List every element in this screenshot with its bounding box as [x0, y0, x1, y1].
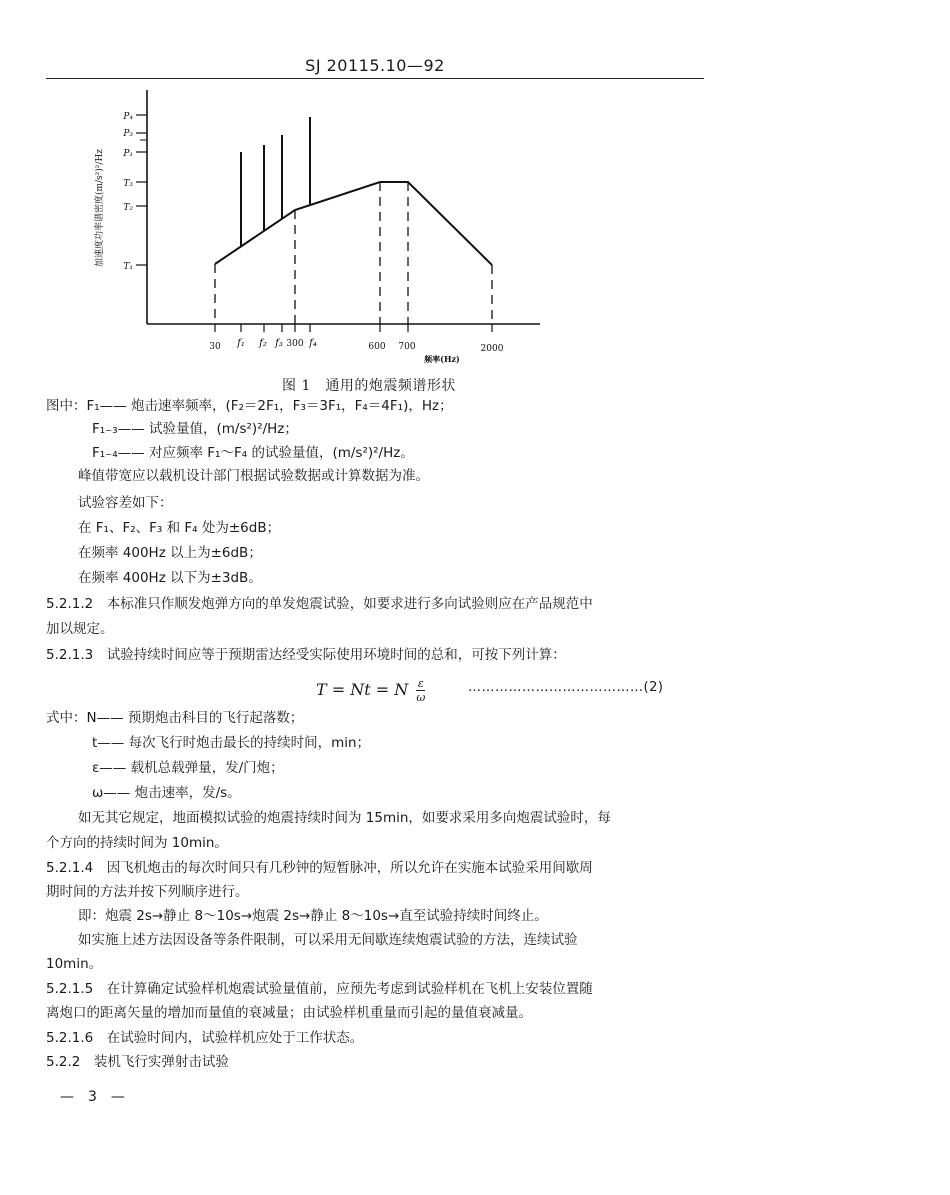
y-label-t1: T₁: [123, 262, 133, 272]
paragraph-continuous-a: 如实施上述方法因设备等条件限制，可以采用无间歇连续炮震试验的方法，连续试验: [78, 932, 578, 948]
spectrum-profile: [215, 182, 492, 265]
formula-fraction: [416, 677, 425, 704]
x-label-f1: f₁: [237, 338, 245, 349]
tolerance-2: 在频率 400Hz 以上为±6dB；: [78, 545, 262, 561]
x-label-f3: f₃: [275, 338, 283, 349]
x-ticks: [209, 324, 503, 354]
y-label-t3: T₃: [123, 179, 133, 189]
section-5-2-1-4-b: 期时间的方法并按下列顺序进行。: [46, 884, 249, 900]
x-label-30: 30: [209, 342, 221, 352]
x-label-2000: 2000: [480, 344, 504, 354]
formula-numerator: ε: [417, 677, 424, 690]
paragraph-duration-a: 如无其它规定，地面模拟试验的炮震持续时间为 15min，如要求采用多向炮震试验时，每: [78, 810, 611, 826]
section-5-2-1-5-a: 5.2.1.5 在计算确定试验样机炮震试验量值前，应预先考虑到试验样机在飞机上安装位置随: [46, 981, 593, 997]
peaks: [241, 117, 310, 246]
section-5-2-1-2-a: 5.2.1.2 本标准只作顺发炮弹方向的单发炮震试验，如要求进行多向试验则应在产品规范中: [46, 596, 593, 612]
where-line-4: ω—— 炮击速率，发/s。: [92, 785, 241, 801]
formula: [316, 677, 425, 704]
y-ticks: [122, 112, 158, 272]
x-axis-label: 频率(Hz): [424, 354, 460, 364]
section-5-2-1-6: 5.2.1.6 在试验时间内，试验样机应处于工作状态。: [46, 1030, 364, 1046]
x-label-600: 600: [368, 342, 386, 352]
paragraph-tolerance: 试验容差如下：: [78, 495, 173, 511]
x-label-700: 700: [398, 342, 416, 352]
legend-line-3: F₁₋₄—— 对应频率 F₁～F₄ 的试验量值，(m/s²)²/Hz。: [92, 445, 414, 461]
sequence-line: 即：炮震 2s→静止 8～10s→炮震 2s→静止 8～10s→直至试验持续时间终止。: [78, 908, 548, 924]
y-label-p1: P₁: [123, 149, 133, 159]
header-code: SJ 20115.10—92: [305, 56, 445, 75]
x-label-300: 300: [286, 339, 304, 349]
dashed-guides: [215, 182, 492, 324]
paragraph-continuous-b: 10min。: [46, 956, 103, 972]
y-label-p4: P₄: [123, 112, 133, 122]
tolerance-3: 在频率 400Hz 以下为±3dB。: [78, 570, 262, 586]
y-axis-label: 加速度功率谱密度(m/s²)²/Hz: [95, 148, 105, 268]
legend-line-1: 图中：F₁—— 炮击速率频率，(F₂＝2F₁，F₃＝3F₁，F₄＝4F₁)，Hz；: [46, 398, 453, 414]
paragraph-bandwidth: 峰值带宽应以载机设计部门根据试验数据或计算数据为准。: [78, 468, 429, 484]
legend-line-2: F₁₋₃—— 试验量值，(m/s²)²/Hz；: [92, 421, 298, 437]
figure-caption: 图 1 通用的炮震频谱形状: [282, 378, 456, 394]
section-5-2-1-5-b: 离炮口的距离矢量的增加而量值的衰减量；由试验样机重量而引起的量值衰减量。: [46, 1005, 532, 1021]
formula-main: T = Nt = N: [316, 680, 409, 699]
y-label-p2: P₂: [151, 139, 158, 146]
x-label-f2: f₂: [259, 338, 267, 349]
where-line-3: ε—— 载机总载弹量，发/门炮；: [92, 760, 284, 776]
section-5-2-1-4-a: 5.2.1.4 因飞机炮击的每次时间只有几秒钟的短暂脉冲，所以允许在实施本试验采用间歇周: [46, 860, 593, 876]
where-line-2: t—— 每次飞行时炮击最长的持续时间，min；: [92, 735, 371, 751]
section-5-2-1-3: 5.2.1.3 试验持续时间应等于预期雷达经受实际使用环境时间的总和，可按下列计算：: [46, 647, 566, 663]
y-label-t2: T₂: [123, 203, 133, 213]
equation-number: …………………………………(2): [468, 680, 664, 695]
formula-denominator: ω: [416, 691, 426, 704]
header-rule: [46, 78, 704, 79]
section-5-2-2: 5.2.2 装机飞行实弹射击试验: [46, 1054, 229, 1070]
y-label-p3: P₃: [123, 129, 133, 139]
spectrum-figure: [88, 88, 558, 378]
tolerance-1: 在 F₁、F₂、F₃ 和 F₄ 处为±6dB；: [78, 520, 281, 536]
page-number: — 3 —: [60, 1089, 125, 1105]
x-label-f4: f₄: [309, 338, 317, 349]
section-5-2-1-2-b: 加以规定。: [46, 621, 114, 637]
paragraph-duration-b: 个方向的持续时间为 10min。: [46, 835, 228, 851]
where-line-1: 式中：N—— 预期炮击科目的飞行起落数；: [46, 710, 304, 726]
